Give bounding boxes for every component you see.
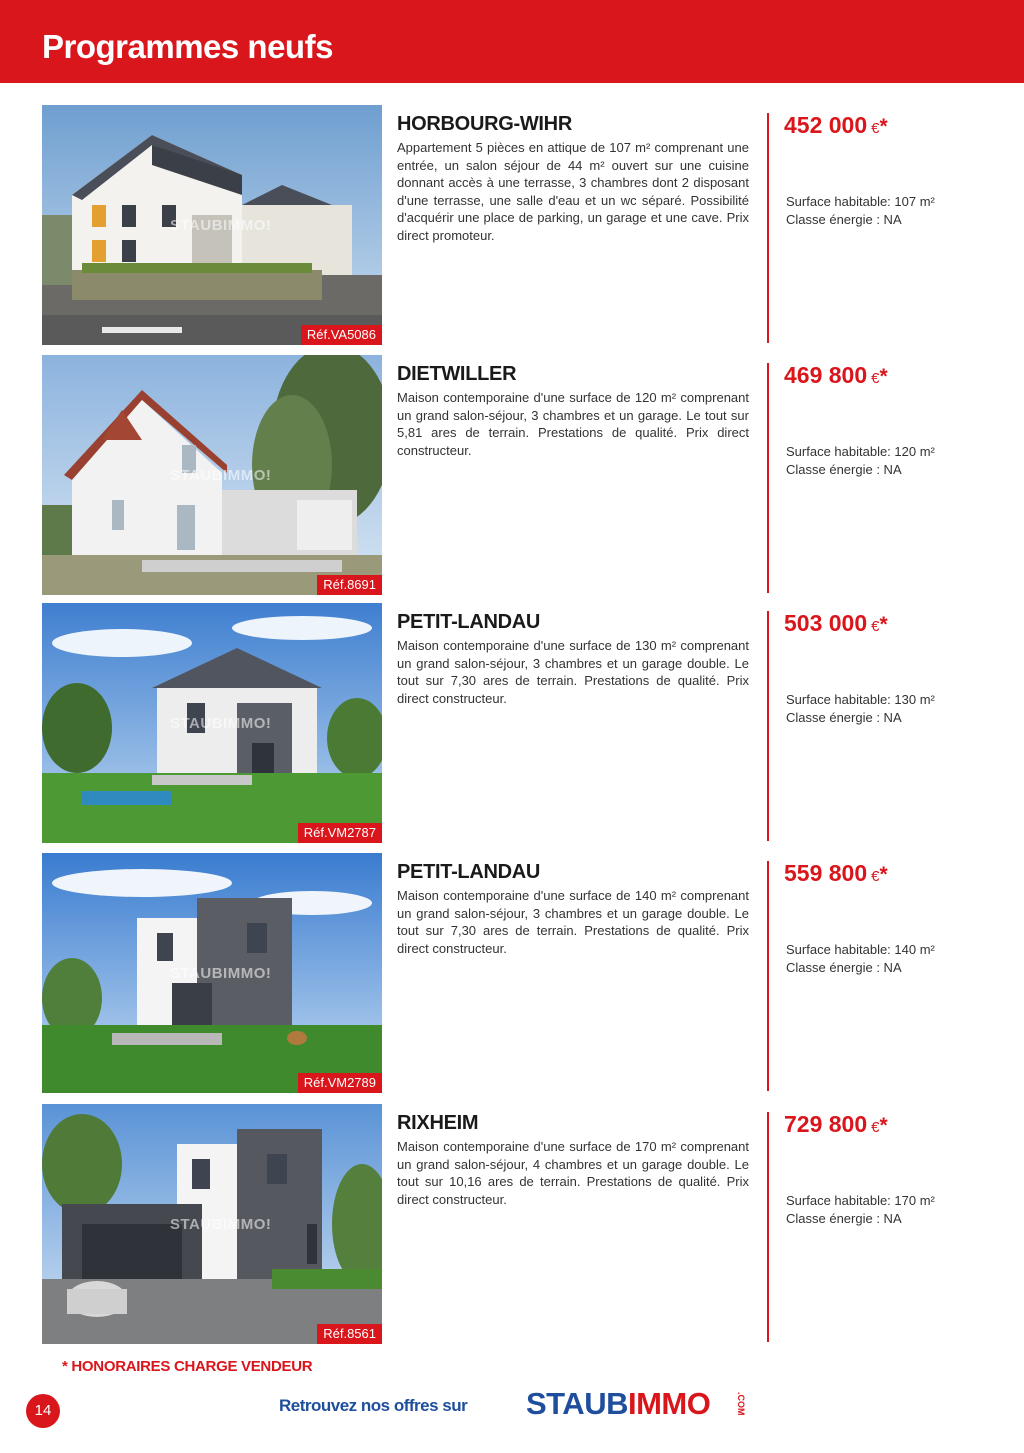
surface-label: Surface habitable: 120 m² bbox=[786, 444, 935, 459]
watermark-text: STAUBIMMO! bbox=[170, 715, 272, 732]
listing-photo[interactable] bbox=[42, 1104, 382, 1344]
reference-badge: Réf.8691 bbox=[317, 575, 382, 595]
energy-class-label: Classe énergie : NA bbox=[786, 212, 902, 227]
energy-class-label: Classe énergie : NA bbox=[786, 462, 902, 477]
price-value: 559 800 bbox=[784, 860, 868, 886]
listing-price bbox=[784, 112, 888, 139]
page-title: Programmes neufs bbox=[42, 28, 333, 65]
listing-photo[interactable] bbox=[42, 853, 382, 1093]
column-divider bbox=[767, 113, 769, 343]
listing-card[interactable] bbox=[0, 355, 1024, 595]
listing-price bbox=[784, 860, 888, 887]
listing-card[interactable] bbox=[0, 853, 1024, 1093]
listing-price bbox=[784, 362, 888, 389]
listing-city: HORBOURG-WIHR bbox=[397, 113, 572, 135]
reference-badge: Réf.VA5086 bbox=[301, 325, 382, 345]
listing-city: RIXHEIM bbox=[397, 1112, 479, 1134]
price-value: 503 000 bbox=[784, 610, 868, 636]
column-divider bbox=[767, 611, 769, 841]
price-asterisk: * bbox=[879, 365, 888, 388]
watermark-text: STAUBIMMO! bbox=[170, 1216, 272, 1233]
listing-description: Maison contemporaine d'une surface de 120 m² comprenant un grand salon-séjour, 3 chambres et un garage. Le tout sur 5,81 ares de terrain. Prestations de qualité. Prix direct constructeur. bbox=[397, 390, 749, 458]
listing-photo[interactable] bbox=[42, 355, 382, 595]
price-currency: € bbox=[871, 1119, 880, 1136]
price-currency: € bbox=[871, 120, 880, 137]
page-number: 14 bbox=[26, 1394, 60, 1428]
listing-city: DIETWILLER bbox=[397, 363, 517, 385]
price-asterisk: * bbox=[879, 613, 888, 636]
surface-label: Surface habitable: 170 m² bbox=[786, 1193, 935, 1208]
surface-label: Surface habitable: 107 m² bbox=[786, 194, 935, 209]
price-value: 729 800 bbox=[784, 1111, 868, 1137]
listing-card[interactable] bbox=[0, 105, 1024, 345]
listing-price bbox=[784, 1111, 888, 1138]
listing-card[interactable] bbox=[0, 1104, 1024, 1344]
price-value: 469 800 bbox=[784, 362, 868, 388]
column-divider bbox=[767, 363, 769, 593]
price-asterisk: * bbox=[879, 863, 888, 886]
price-currency: € bbox=[871, 868, 880, 885]
listing-photo[interactable] bbox=[42, 105, 382, 345]
price-value: 452 000 bbox=[784, 112, 868, 138]
listing-card[interactable] bbox=[0, 603, 1024, 843]
price-currency: € bbox=[871, 618, 880, 635]
reference-badge: Réf.8561 bbox=[317, 1324, 382, 1344]
listing-description: Appartement 5 pièces en attique de 107 m² comprenant une entrée, un salon séjour de 44 m² ouvert sur une cuisine donnant accès à une terrasse, 3 chambres dont 2 disposant d'une terrasse, une salle d'eau et un wc séparé. Possibilité d'acquérir une place de parking, un garage et une cave. Prix direct promoteur. bbox=[397, 140, 749, 243]
reference-badge: Réf.VM2787 bbox=[298, 823, 382, 843]
listing-description: Maison contemporaine d'une surface de 170 m² comprenant un grand salon-séjour, 4 chambres et un garage double. Le tout sur 10,16 ares de terrain. Prestations de qualité. Prix direct constructeur. bbox=[397, 1139, 749, 1207]
price-currency: € bbox=[871, 370, 880, 387]
brand-logo[interactable] bbox=[526, 1386, 710, 1422]
listing-price bbox=[784, 610, 888, 637]
price-asterisk: * bbox=[879, 115, 888, 138]
reference-badge: Réf.VM2789 bbox=[298, 1073, 382, 1093]
listing-photo[interactable] bbox=[42, 603, 382, 843]
listing-city: PETIT-LANDAU bbox=[397, 861, 541, 883]
brand-logo-part2: IMMO bbox=[627, 1386, 711, 1421]
column-divider bbox=[767, 1112, 769, 1342]
column-divider bbox=[767, 861, 769, 1091]
energy-class-label: Classe énergie : NA bbox=[786, 960, 902, 975]
energy-class-label: Classe énergie : NA bbox=[786, 710, 902, 725]
surface-label: Surface habitable: 140 m² bbox=[786, 942, 935, 957]
price-asterisk: * bbox=[879, 1114, 888, 1137]
brand-logo-part1: STAUB bbox=[526, 1386, 628, 1421]
surface-label: Surface habitable: 130 m² bbox=[786, 692, 935, 707]
listing-description: Maison contemporaine d'une surface de 140 m² comprenant un grand salon-séjour, 3 chambres et un garage double. Le tout sur 7,30 ares de terrain. Prestations de qualité. Prix direct constructeur. bbox=[397, 888, 749, 956]
listing-city: PETIT-LANDAU bbox=[397, 611, 541, 633]
watermark-text: STAUBIMMO! bbox=[170, 965, 272, 982]
fee-footnote: * HONORAIRES CHARGE VENDEUR bbox=[62, 1358, 313, 1375]
brand-logo-suffix: .COM bbox=[736, 1392, 746, 1416]
page-header bbox=[0, 0, 1024, 83]
listing-description: Maison contemporaine d'une surface de 130 m² comprenant un grand salon-séjour, 3 chambres et un garage double. Le tout sur 7,30 ares de terrain. Prestations de qualité. Prix direct constructeur. bbox=[397, 638, 749, 706]
energy-class-label: Classe énergie : NA bbox=[786, 1211, 902, 1226]
footer-cta-text: Retrouvez nos offres sur bbox=[279, 1396, 468, 1415]
watermark-text: STAUBIMMO! bbox=[170, 217, 272, 234]
watermark-text: STAUBIMMO! bbox=[170, 467, 272, 484]
